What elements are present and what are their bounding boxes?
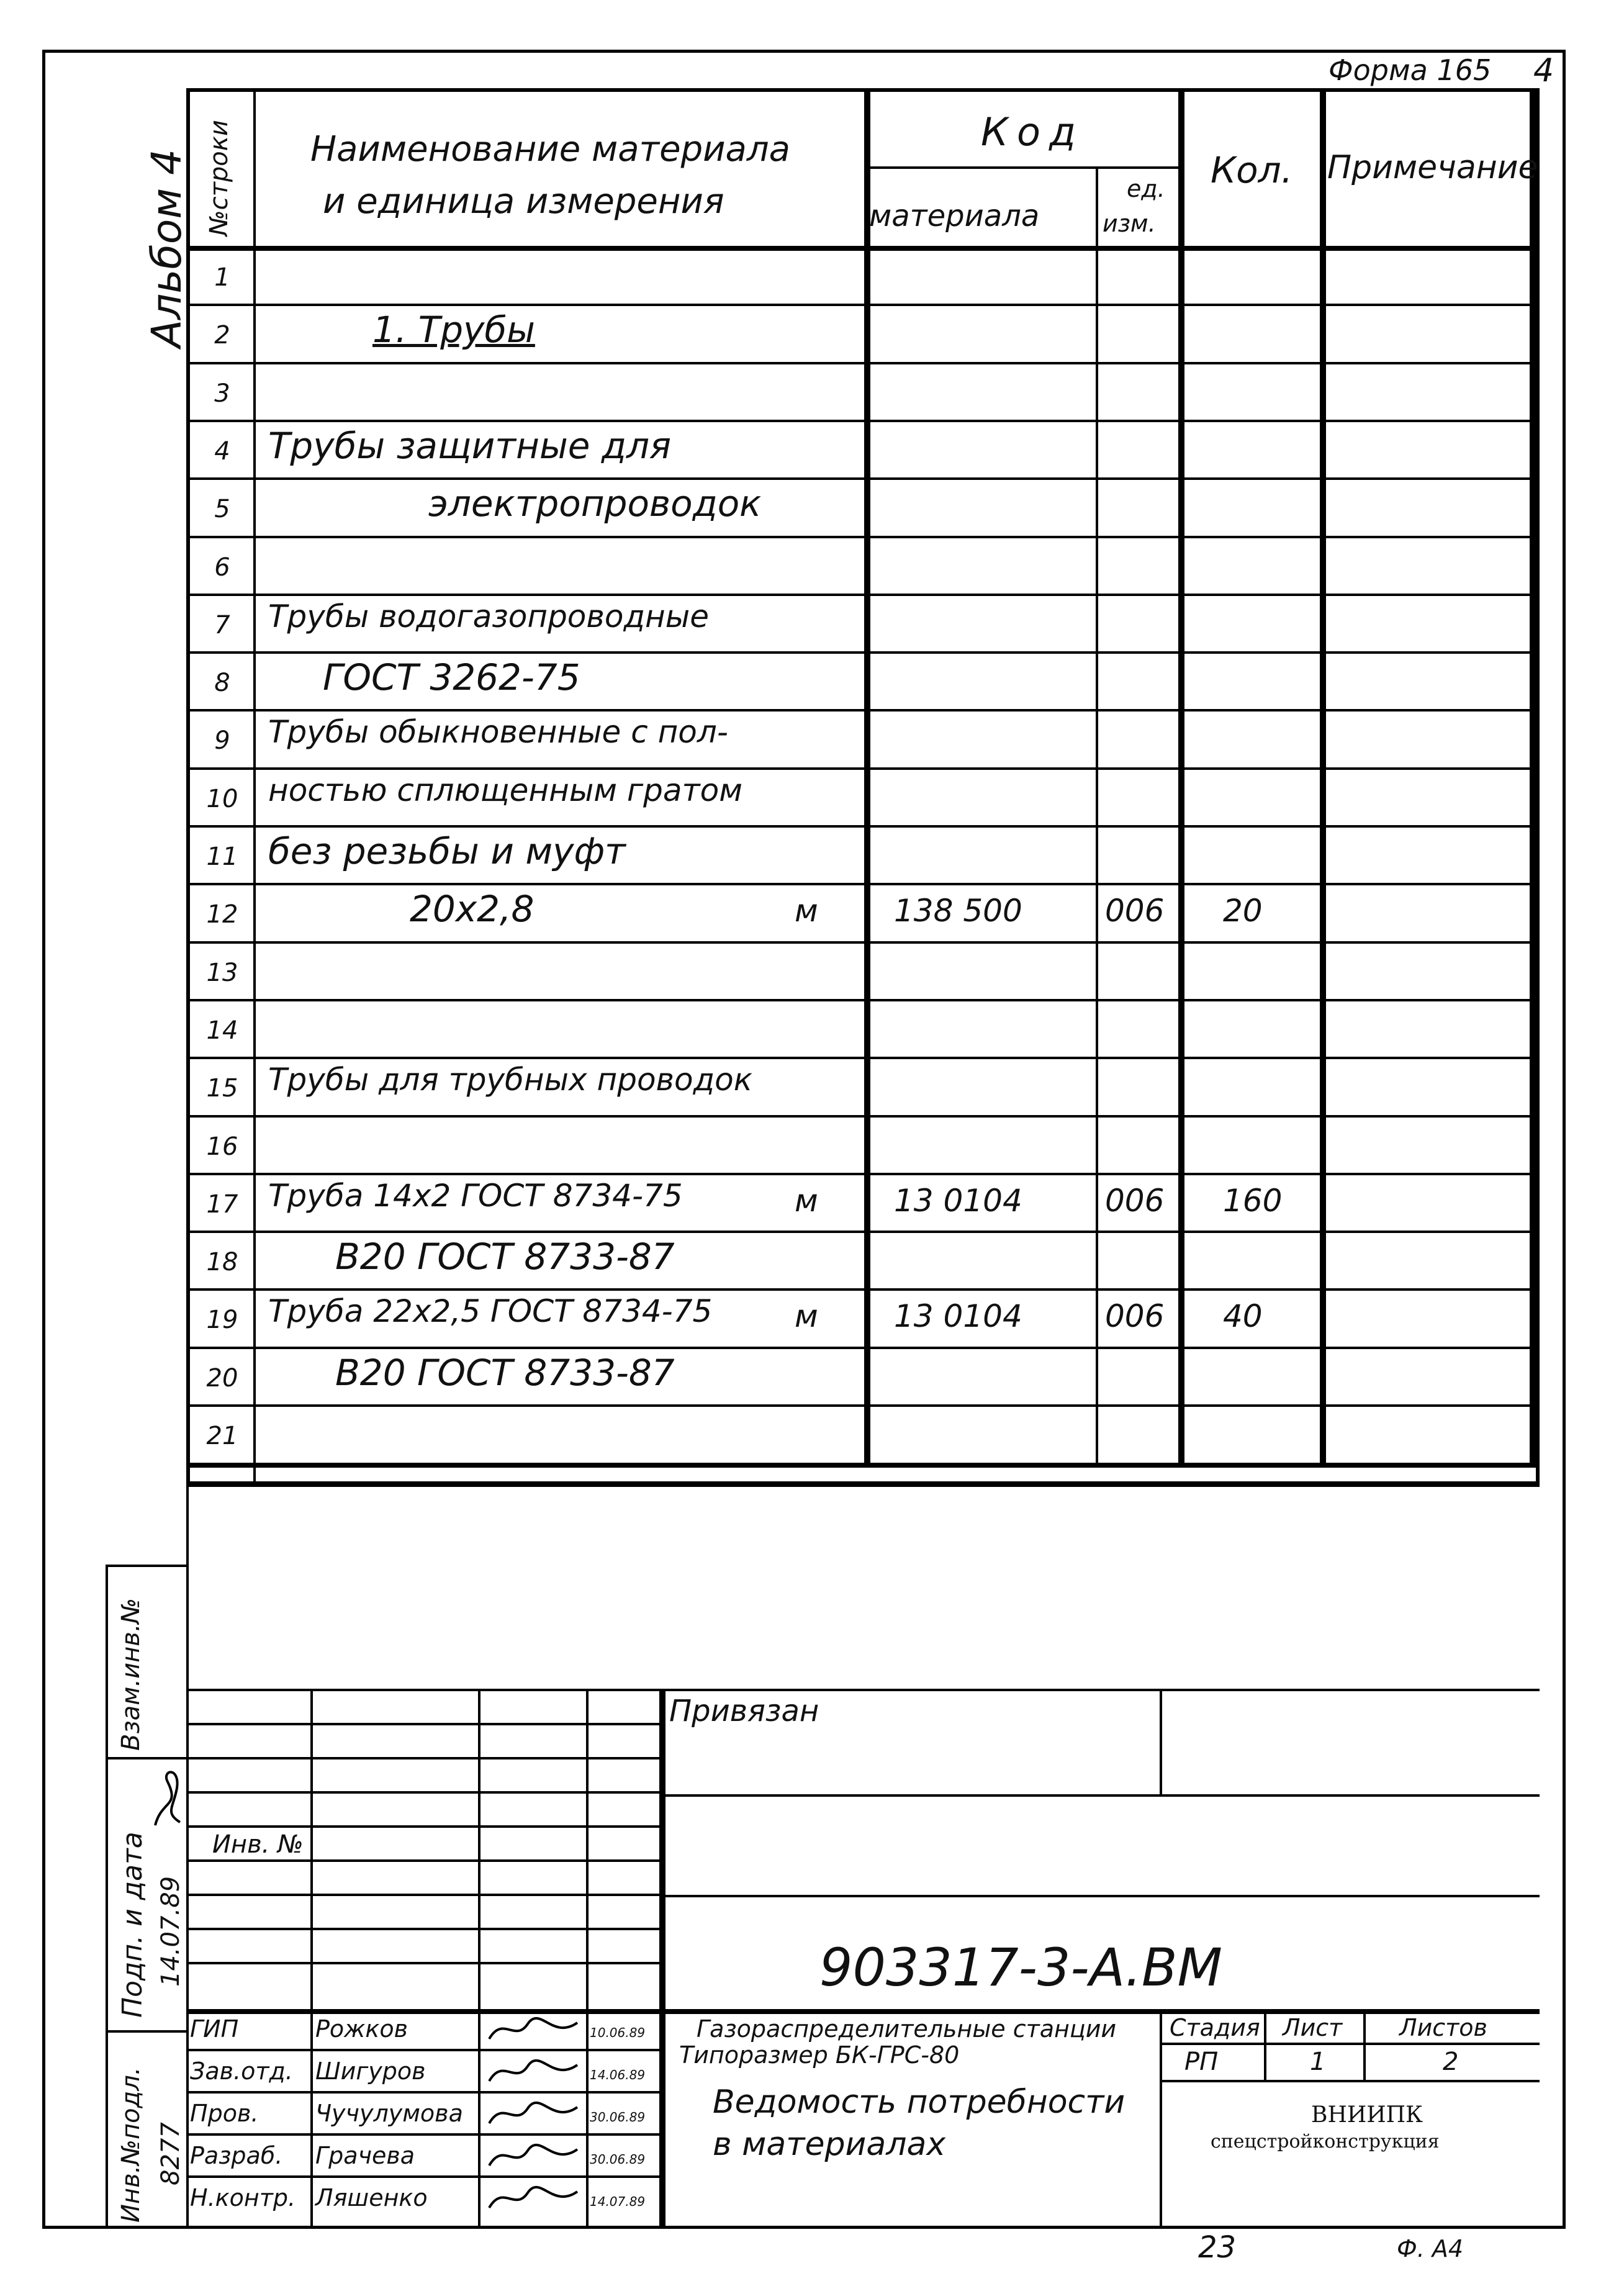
sheet-value: 1: [1310, 2048, 1326, 2076]
row-unit: м: [795, 1298, 818, 1335]
stamp-line: [186, 1859, 659, 1862]
sign-role: Разраб.: [190, 2142, 283, 2169]
row-name: Трубы для трубных проводок: [268, 1062, 752, 1098]
side-inv-label: Инв.№подл.: [117, 2067, 145, 2223]
row-number: 10: [206, 784, 238, 813]
row-number: 1: [214, 263, 230, 292]
row-name: В20 ГОСТ 8733-87: [335, 1351, 675, 1394]
album-label: Альбом 4: [143, 148, 191, 348]
side-strip-divider: [106, 1565, 186, 1567]
row-divider: [186, 767, 1540, 770]
stamp-line: [186, 2049, 659, 2051]
row-divider: [186, 477, 1540, 480]
sign-date: 10.06.89: [590, 2025, 646, 2040]
stamp-line: [659, 1895, 1540, 1897]
stamp-line: [186, 1962, 659, 1964]
doc-title-2: в материалах: [713, 2126, 946, 2163]
table-divider: [1178, 88, 1184, 1468]
footer-page: 23: [1198, 2230, 1237, 2265]
table-divider: [253, 88, 256, 1485]
stamp-line: [186, 1791, 659, 1794]
stamp-line: [1160, 2043, 1540, 2045]
row-material-code: 13 0104: [894, 1298, 1022, 1335]
row-unit-code: 006: [1105, 1298, 1165, 1335]
row-number: 12: [206, 900, 238, 929]
row-number: 8: [214, 669, 230, 698]
row-material-code: 138 500: [894, 893, 1022, 929]
table-divider: [864, 88, 870, 1468]
side-strip-divider: [106, 2030, 186, 2033]
row-name: без резьбы и муфт: [268, 830, 626, 872]
form-label: Форма 165: [1329, 53, 1492, 87]
side-strip-divider: [106, 1565, 108, 2229]
row-name: ностью сплющенным гратом: [268, 772, 742, 808]
row-number: 14: [206, 1016, 238, 1045]
row-divider: [186, 1115, 1540, 1118]
table-divider: [1530, 88, 1536, 1468]
side-signature: [149, 1763, 186, 1832]
row-divider: [186, 304, 1540, 306]
row-quantity: 20: [1223, 893, 1263, 929]
side-podp-label: Подп. и дата: [117, 1832, 148, 2018]
row-name: В20 ГОСТ 8733-87: [335, 1235, 675, 1278]
sheet-header: Лист: [1283, 2014, 1343, 2041]
row-name: ГОСТ 3262-75: [323, 656, 580, 699]
stamp-line: [186, 2133, 659, 2136]
table-lower-edge: [186, 1484, 1540, 1487]
stamp-divider: [310, 1689, 313, 2229]
row-name: электропроводок: [428, 482, 762, 525]
side-podp-date: 14.07.89: [156, 1876, 185, 1987]
signature-scribble: [484, 2096, 584, 2133]
stamp-line: [186, 1757, 659, 1759]
side-strip-divider: [186, 1484, 189, 2229]
row-number: 5: [214, 495, 230, 524]
row-material-code: 13 0104: [894, 1182, 1022, 1219]
row-name: 20x2,8: [410, 888, 535, 931]
stage-header: Стадия: [1170, 2014, 1260, 2041]
signature-scribble: [484, 2012, 584, 2049]
stamp-line: [186, 2009, 1540, 2014]
stamp-divider: [1160, 1689, 1162, 1794]
row-name: 1. Трубы: [372, 309, 535, 351]
header-divider: [864, 166, 1181, 169]
row-unit-code: 006: [1105, 893, 1165, 929]
row-divider: [186, 362, 1540, 364]
row-divider: [186, 1057, 1540, 1059]
sign-date: 30.06.89: [590, 2110, 646, 2125]
row-name: Труба 22x2,5 ГОСТ 8734-75: [268, 1293, 713, 1330]
header-note: Примечание: [1327, 149, 1538, 186]
signature-scribble: [484, 2180, 584, 2218]
row-number: 19: [206, 1306, 238, 1335]
stamp-divider: [659, 1689, 665, 2229]
sign-name: Ляшенко: [315, 2184, 428, 2211]
row-number: 4: [214, 436, 230, 466]
row-number: 17: [206, 1190, 238, 1219]
row-unit: м: [795, 893, 818, 929]
header-unit-1: ед.: [1127, 175, 1165, 202]
row-number: 9: [214, 726, 230, 756]
sign-name: Шигуров: [315, 2057, 426, 2085]
row-number: 20: [206, 1363, 238, 1393]
sign-role: Зав.отд.: [190, 2057, 293, 2085]
stamp-divider: [586, 1689, 589, 2229]
header-material: материала: [869, 199, 1040, 233]
stamp-line: [1160, 2080, 1540, 2082]
stamp-line: [186, 1723, 659, 1725]
row-number: 6: [214, 553, 230, 582]
row-name: Трубы обыкновенные с пол-: [268, 714, 728, 751]
signature-scribble: [484, 2054, 584, 2091]
inv-no-label: Инв. №: [212, 1830, 304, 1859]
corner-page: 4: [1533, 52, 1554, 89]
stamp-divider: [1264, 2009, 1266, 2080]
sign-role: Н.контр.: [190, 2184, 296, 2211]
row-divider: [186, 594, 1540, 596]
row-divider: [186, 1347, 1540, 1349]
row-number: 15: [206, 1074, 238, 1103]
stamp-line: [186, 1894, 659, 1896]
row-name: Трубы водогазопроводные: [268, 598, 709, 635]
table-divider: [1320, 88, 1326, 1468]
sign-date: 30.06.89: [590, 2152, 646, 2167]
row-unit-code: 006: [1105, 1182, 1165, 1219]
row-quantity: 40: [1223, 1298, 1263, 1335]
stage-value: РП: [1184, 2048, 1219, 2076]
row-number: 2: [214, 321, 230, 350]
project-line-2: Типоразмер БК-ГРС-80: [679, 2041, 960, 2069]
stamp-line: [186, 1825, 659, 1828]
row-divider: [186, 709, 1540, 711]
privyazan-label: Привязан: [669, 1694, 819, 1728]
header-code: Код: [981, 109, 1085, 155]
row-divider: [186, 651, 1540, 654]
row-quantity: 160: [1223, 1182, 1283, 1219]
row-number: 11: [206, 842, 238, 871]
header-name-2: и единица измерения: [323, 181, 724, 222]
row-number: 13: [206, 958, 238, 987]
side-zam-label: Взам.инв.№: [117, 1597, 145, 1751]
row-divider: [186, 883, 1540, 885]
signature-scribble: [484, 2138, 584, 2175]
org-name-2: спецстройконструкция: [1211, 2131, 1440, 2152]
row-divider: [186, 941, 1540, 944]
row-divider: [186, 825, 1540, 828]
header-qty: Кол.: [1211, 149, 1293, 191]
sign-role: Пров.: [190, 2100, 259, 2127]
stamp-line: [186, 2175, 659, 2178]
row-divider: [186, 1173, 1540, 1175]
stamp-line: [186, 1928, 659, 1930]
row-divider: [186, 999, 1540, 1001]
row-number: 16: [206, 1132, 238, 1161]
row-divider: [186, 420, 1540, 422]
doc-title-1: Ведомость потребности: [713, 2084, 1126, 2121]
sign-date: 14.07.89: [590, 2194, 646, 2209]
row-divider: [186, 536, 1540, 538]
sign-name: Грачева: [315, 2142, 415, 2169]
row-name: Труба 14x2 ГОСТ 8734-75: [268, 1177, 683, 1214]
sign-name: Чучулумова: [315, 2100, 463, 2127]
stamp-line: [186, 2091, 659, 2094]
row-divider: [186, 1231, 1540, 1233]
stamp-divider: [478, 1689, 480, 2229]
row-number: 3: [214, 379, 230, 408]
stamp-line: [659, 1794, 1540, 1797]
sheets-value: 2: [1443, 2048, 1459, 2076]
footer-format: Ф. А4: [1397, 2235, 1464, 2262]
row-number: 18: [206, 1248, 238, 1277]
row-number: 7: [214, 610, 230, 639]
stamp-top: [186, 1689, 1540, 1691]
header-row-no: №строки: [205, 120, 233, 236]
header-name: Наименование материала: [310, 129, 790, 169]
side-strip-divider: [106, 1757, 186, 1759]
org-name-1: ВНИИПК: [1311, 2102, 1423, 2128]
stamp-divider: [1363, 2009, 1366, 2080]
header-unit-2: изм.: [1103, 210, 1156, 237]
sheets-header: Листов: [1399, 2014, 1487, 2041]
doc-code: 903317-3-А.ВМ: [819, 1937, 1222, 1998]
row-name: Трубы защитные для: [268, 424, 671, 467]
table-bottom: [186, 1463, 1540, 1468]
side-inv-value: 8277: [156, 2122, 185, 2185]
project-line-1: Газораспределительные станции: [697, 2015, 1117, 2043]
row-unit: м: [795, 1182, 818, 1219]
row-number: 21: [206, 1422, 238, 1450]
row-divider: [186, 1288, 1540, 1291]
sign-date: 14.06.89: [590, 2067, 646, 2082]
row-divider: [186, 1404, 1540, 1407]
sign-role: ГИП: [190, 2015, 239, 2043]
header-divider: [186, 246, 1540, 251]
sign-name: Рожков: [315, 2015, 408, 2043]
